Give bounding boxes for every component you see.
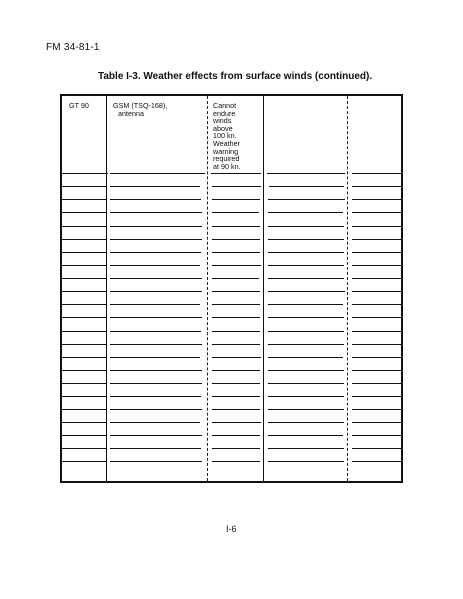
row-rule [110,278,202,279]
row-rule [212,199,260,200]
table-cell-equipment [113,102,203,117]
row-rule [268,199,345,200]
weather-effects-table [60,94,403,483]
cell-line: Weather [213,138,241,148]
row-rule [268,239,344,240]
row-rule [352,317,401,318]
row-rule [62,409,106,410]
row-rule [212,265,261,266]
row-rule [352,186,401,187]
row-rule [110,239,202,240]
row-rule [268,278,344,279]
row-rule [62,435,106,436]
row-rule [352,396,401,397]
row-rule [212,304,260,305]
row-rule [62,252,106,253]
row-rule [352,448,401,449]
row-rule [212,435,260,436]
row-rule [110,317,202,318]
row-rule [352,435,401,436]
row-rule [268,265,344,266]
row-rule [62,383,106,384]
row-rule [268,383,344,384]
row-rule [110,291,202,292]
row-rule [268,331,344,332]
table-title: Table I-3. Weather effects from surface winds (continued). [98,71,373,82]
column-divider [263,96,264,481]
row-rule [110,435,202,436]
row-rule [110,357,200,358]
row-rule [110,370,202,371]
row-rule [352,409,401,410]
row-rule [269,186,344,187]
row-rule [212,422,261,423]
row-rule [268,448,344,449]
row-rule [268,357,343,358]
row-rule [62,278,106,279]
row-rule [110,173,205,174]
row-rule [62,291,106,292]
row-rule [62,317,106,318]
row-rule [62,357,106,358]
row-rule [212,461,260,462]
row-rule [352,252,401,253]
row-rule [268,409,344,410]
row-rule [352,370,401,371]
row-rule [211,173,261,174]
cell-line: endure [213,108,236,118]
table-cell-effect [213,102,261,170]
row-rule [268,317,344,318]
row-rule [212,344,260,345]
row-rule [352,199,401,200]
row-rule [110,186,200,187]
row-rule [62,396,106,397]
column-divider [207,96,208,481]
row-rule [62,239,106,240]
row-rule [62,173,108,174]
row-rule [268,304,343,305]
row-rule [110,265,200,266]
row-rule [352,265,401,266]
row-rule [110,396,201,397]
row-rule [110,304,200,305]
row-rule [62,331,106,332]
cell-line: at 90 kn. [213,161,241,171]
row-rule [62,370,106,371]
row-rule [352,357,401,358]
row-rule [212,409,260,410]
row-rule [212,226,260,227]
row-rule [110,461,202,462]
row-rule [352,239,401,240]
row-rule [352,278,401,279]
cell-line: warning [213,146,239,156]
cell-line: winds [213,116,232,126]
document-header: FM 34-81-1 [46,42,100,53]
row-rule [352,461,401,462]
row-rule [268,226,344,227]
row-rule [110,383,202,384]
cell-line: required [213,154,240,164]
row-rule [268,435,343,436]
row-rule [212,396,260,397]
row-rule [110,226,202,227]
cell-line: 100 kn. [213,131,237,141]
cell-line: GSM (TSQ-168), [113,101,168,110]
row-rule [110,422,200,423]
row-rule [352,344,401,345]
row-rule [212,278,259,279]
page-number: I-6 [226,524,237,534]
row-rule [268,370,344,371]
row-rule [352,383,401,384]
row-rule [110,331,201,332]
cell-line: above [213,123,233,133]
row-rule [352,331,401,332]
row-rule [268,212,343,213]
row-rule [268,461,344,462]
row-rule [62,199,106,200]
row-rule [110,252,201,253]
row-rule [110,448,201,449]
row-rule [268,291,345,292]
row-rule [212,252,260,253]
row-rule [110,199,201,200]
row-rule [267,173,345,174]
row-rule [62,448,106,449]
row-rule [268,396,344,397]
cell-line: antenna [118,108,144,118]
row-rule [62,422,106,423]
row-rule [212,448,260,449]
row-rule [212,357,261,358]
row-rule [212,212,259,213]
row-rule [62,304,106,305]
row-rule [212,239,260,240]
cell-line: Cannot [213,101,237,110]
row-rule [110,344,202,345]
row-rule [268,344,344,345]
row-rule [62,344,106,345]
row-rule [212,370,260,371]
row-rule [110,409,202,410]
row-rule [62,226,106,227]
row-rule [62,212,106,213]
row-rule [212,186,261,187]
row-rule [352,226,401,227]
row-rule [352,304,401,305]
row-rule [352,212,401,213]
row-rule [268,422,344,423]
row-rule [212,291,260,292]
row-rule [110,212,202,213]
table-cell-equipment-wind: GT 90 [69,101,89,110]
row-rule [62,186,106,187]
row-rule [352,291,401,292]
row-rule [212,331,260,332]
column-divider [106,96,107,481]
row-rule [268,252,344,253]
row-rule [212,317,260,318]
row-rule [352,173,401,174]
row-rule [62,461,106,462]
row-rule [62,265,106,266]
row-rule [212,383,260,384]
row-rule [352,422,401,423]
column-divider [347,96,348,481]
